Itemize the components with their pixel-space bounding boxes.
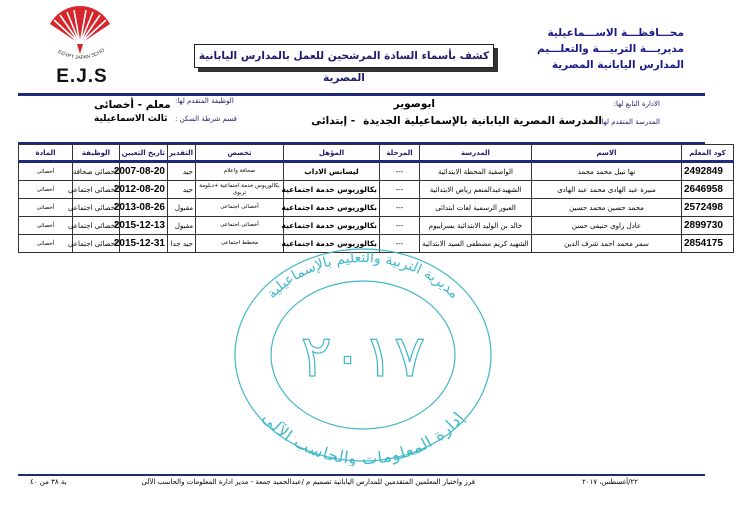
- header-line-directorate: مديريـــة التربيـــة والتعلـــيم: [536, 43, 684, 55]
- cell-specialization: مخطط اجتماعى: [196, 235, 284, 253]
- candidates-table: [18, 144, 734, 253]
- col-header-name: الاسم: [532, 145, 682, 162]
- cell-subject: أخصائى: [19, 162, 73, 181]
- table-row: [19, 181, 734, 199]
- col-header-specialization: تخصص: [196, 145, 284, 162]
- cell-name: نها نبيل محمد محمد: [532, 162, 682, 181]
- header-line-schools: المدارس اليابانية المصرية: [551, 59, 684, 71]
- table-row: [19, 217, 734, 235]
- stamp-seal-icon: [228, 244, 498, 466]
- cell-code: 2854175: [682, 235, 734, 253]
- col-header-school: المدرسة: [420, 145, 532, 162]
- cell-name: سمر محمد احمد شرف الدين: [532, 235, 682, 253]
- cell-subject: أخصائى: [19, 181, 73, 199]
- cell-code: 2492849: [682, 162, 734, 181]
- cell-code: 2646958: [682, 181, 734, 199]
- cell-hire-date: 2013-08-26: [120, 199, 168, 217]
- cell-hire-date: 2015-12-31: [120, 235, 168, 253]
- cell-job: أخصائى اجتماعى: [73, 181, 120, 199]
- cell-name: محمد حسين محمد حسين: [532, 199, 682, 217]
- cell-qualification: بكالوريوس خدمة اجتماعية: [284, 217, 380, 235]
- cell-name: منيرة عبد الهادى محمد عبد الهادى: [532, 181, 682, 199]
- cell-stage: ---: [380, 181, 420, 199]
- cell-school: الشهيدعبدالمنعم رياض الابتدائية: [420, 181, 532, 199]
- cell-subject: أخصائى: [19, 235, 73, 253]
- cell-school: خالد بن الوليد الابتدائية بسرابيوم: [420, 217, 532, 235]
- police-station-label: قسم شرطة السكن :: [175, 115, 237, 123]
- cell-subject: أخصائى: [19, 217, 73, 235]
- col-header-grade: التقدير: [168, 145, 196, 162]
- document-title: كشف بأسماء السادة المرشحين للعمل بالمدارس اليابانية المصرية: [194, 44, 494, 68]
- cell-specialization: أخصائى اجتماعى: [196, 217, 284, 235]
- cell-subject: أخصائى: [19, 199, 73, 217]
- svg-text:إدارة المعلومات والحاسب الآلى: [259, 408, 468, 466]
- col-header-subject: المادة: [19, 145, 73, 162]
- table-row: [19, 199, 734, 217]
- police-station-value: ثالث الاسماعيلية: [94, 114, 168, 124]
- official-stamp: [228, 244, 498, 466]
- col-header-hire-date: تاريخ التعيين: [120, 145, 168, 162]
- table-row: [19, 235, 734, 253]
- header-divider: [18, 93, 705, 96]
- col-header-job: الوظيفة: [73, 145, 120, 162]
- cell-stage: ---: [380, 162, 420, 181]
- fan-logo-icon: [40, 4, 120, 70]
- svg-text:مديرية التربية والتعليم بالإسم: [264, 250, 462, 302]
- col-header-stage: المرحلة: [380, 145, 420, 162]
- col-header-qualification: المؤهل: [284, 145, 380, 162]
- cell-school: الواصفية المحطة الابتدائية: [420, 162, 532, 181]
- governorate-header: [504, 25, 684, 73]
- cell-grade: جيد جدا: [168, 235, 196, 253]
- cell-specialization: بكالوريوس خدمة اجتماعية +دبلومة تربوى: [196, 181, 284, 199]
- cell-job: أخصائى صحافة: [73, 162, 120, 181]
- cell-job: أخصائى اجتماعى: [73, 217, 120, 235]
- footer-divider: [18, 474, 705, 476]
- cell-job: أخصائى اجتماعى: [73, 199, 120, 217]
- header-line-governorate: محـــافظـــة الاســـماعيلية: [547, 27, 684, 39]
- footer-page-number: ية ٣٨ من ٤٠: [30, 478, 67, 486]
- job-label: الوظيفة المتقدم لها:: [175, 97, 234, 105]
- cell-grade: مقبول: [168, 217, 196, 235]
- admin-value: ابوصوير: [393, 98, 435, 110]
- cell-specialization: صحافة واعلام: [196, 162, 284, 181]
- stage-value: - إبتدائى: [311, 115, 356, 127]
- stamp-year: ٢٠١٧: [300, 322, 426, 390]
- stamp-top-text: مديرية التربية والتعليم بالإسماعيلية: [264, 249, 462, 302]
- cell-specialization: أخصائى اجتماعى: [196, 199, 284, 217]
- cell-name: عادل راوى حنيفى حسن: [532, 217, 682, 235]
- school-value: المدرسة المصرية اليابانية بالإسماعيلية الجديدة: [363, 115, 602, 127]
- cell-qualification: بكالوريوس خدمة اجتماعية: [284, 181, 380, 199]
- cell-hire-date: 2012-08-20: [120, 181, 168, 199]
- table-header-row: [19, 145, 734, 162]
- cell-code: 2899730: [682, 217, 734, 235]
- school-label: المدرسة المتقدم لها :: [596, 118, 660, 126]
- col-header-code: كود المعلم: [682, 145, 734, 162]
- cell-qualification: ليسانس الاداب: [284, 162, 380, 181]
- footer-date: ٢٢/أغسطس، ٢٠١٧: [582, 478, 638, 486]
- cell-stage: ---: [380, 199, 420, 217]
- school-line: [311, 115, 602, 127]
- cell-grade: جيد: [168, 181, 196, 199]
- admin-label: الادارة التابع لها:: [613, 100, 660, 108]
- stamp-bottom-text: إدارة المعلومات والحاسب الآلى: [258, 408, 468, 466]
- cell-grade: مقبول: [168, 199, 196, 217]
- cell-grade: جيد: [168, 162, 196, 181]
- cell-stage: ---: [380, 235, 420, 253]
- cell-qualification: بكالوريوس خدمة اجتماعية: [284, 199, 380, 217]
- cell-school: العبور الرسمية لغات ابتدائى: [420, 199, 532, 217]
- logo-arc-text: EGYPT JAPAN SCHO: [56, 47, 106, 62]
- cell-qualification: بكالوريوس خدمة اجتماعية: [284, 235, 380, 253]
- cell-job: أخصائى اجتماعى: [73, 235, 120, 253]
- table-row: [19, 162, 734, 181]
- logo-text: E.J.S: [56, 66, 108, 87]
- footer-credit: فرز واختيار المعلمين المتقدمين للمدارس اليابانية تصميم م /عبدالحميد جمعة - مدير ادارة المعلومات والحاسب الآلى: [141, 478, 475, 486]
- cell-hire-date: 2007-08-20: [120, 162, 168, 181]
- job-value: معلم - أخصائى: [94, 99, 171, 111]
- cell-code: 2572498: [682, 199, 734, 217]
- cell-school: الشهيد كريم مصطفى السيد الابتدائية: [420, 235, 532, 253]
- cell-hire-date: 2015-12-13: [120, 217, 168, 235]
- cell-stage: ---: [380, 217, 420, 235]
